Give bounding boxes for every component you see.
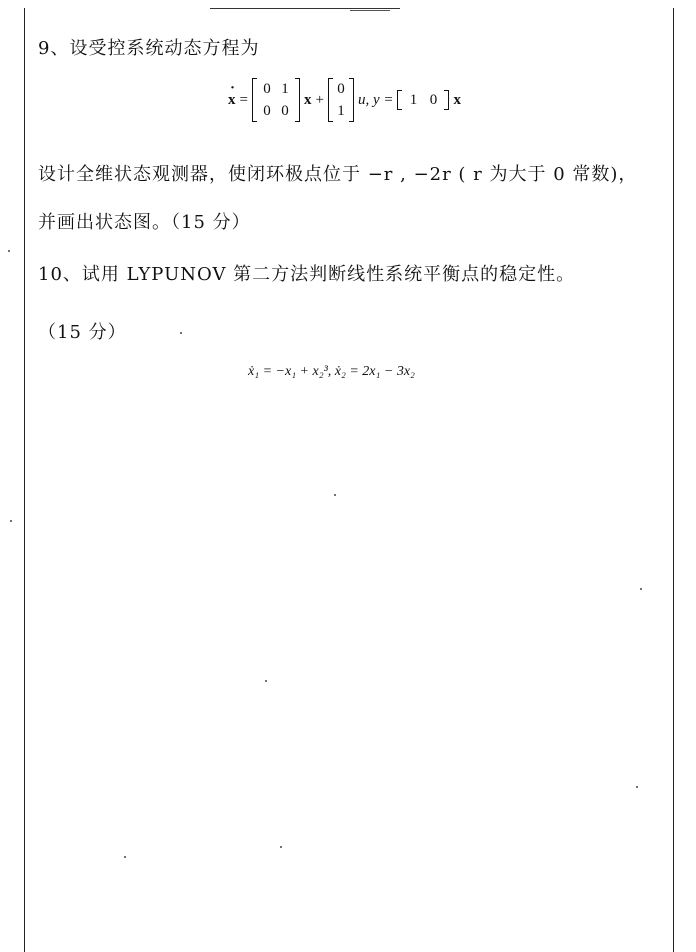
input-output-label: u, y =	[357, 91, 394, 108]
scan-speck	[636, 786, 638, 788]
scan-speck	[265, 680, 267, 682]
question-9-requirement: 设计全维状态观测器，使闭环极点位于 −r , −2r ( r 为大于 0 常数)，	[38, 164, 638, 185]
matrix-a-cell: 0	[281, 102, 289, 119]
matrix-c-row	[403, 90, 443, 110]
scan-speck	[640, 588, 642, 590]
state-vector-x: x	[303, 91, 312, 108]
scan-speck	[180, 332, 182, 334]
matrix-b	[328, 78, 354, 122]
matrix-c-cell: 1	[409, 91, 418, 108]
matrix-b-cell: 0	[337, 80, 345, 97]
equals-sign: =	[239, 91, 248, 108]
matrix-a-cell: 0	[263, 80, 271, 97]
question-10-title: 10、试用 LYPUNOV 第二方法判断线性系统平衡点的稳定性。	[38, 264, 576, 285]
question-10-system-equation: ẋ₁ = −x₁ + x₂³, ẋ₂ = 2x₁ − 3x₂	[248, 364, 415, 379]
top-divider	[210, 8, 400, 9]
scan-speck	[280, 846, 282, 848]
matrix-c-cell: 0	[429, 91, 438, 108]
question-9-title: 9、设受控系统动态方程为	[38, 38, 260, 59]
question-10-score: （15 分）	[38, 322, 127, 343]
question-9-state-equation	[228, 78, 461, 122]
scan-speck	[124, 856, 126, 858]
matrix-a-cell: 1	[281, 80, 289, 97]
matrix-b-cell: 1	[337, 102, 345, 119]
scan-speck	[334, 494, 336, 496]
xdot-symbol: · x	[228, 92, 236, 109]
top-divider-fragment	[350, 10, 390, 11]
matrix-a	[252, 78, 300, 122]
scan-speck	[10, 520, 12, 522]
state-vector-x-output: x	[453, 91, 461, 108]
question-9-requirement-cont: 并画出状态图。（15 分）	[38, 212, 251, 233]
matrix-c	[397, 90, 449, 110]
matrix-b-grid	[334, 78, 348, 122]
page-frame	[24, 8, 674, 952]
scan-speck	[8, 250, 10, 252]
plus-sign: +	[315, 91, 324, 108]
matrix-a-grid	[258, 78, 294, 122]
matrix-a-cell: 0	[263, 102, 271, 119]
